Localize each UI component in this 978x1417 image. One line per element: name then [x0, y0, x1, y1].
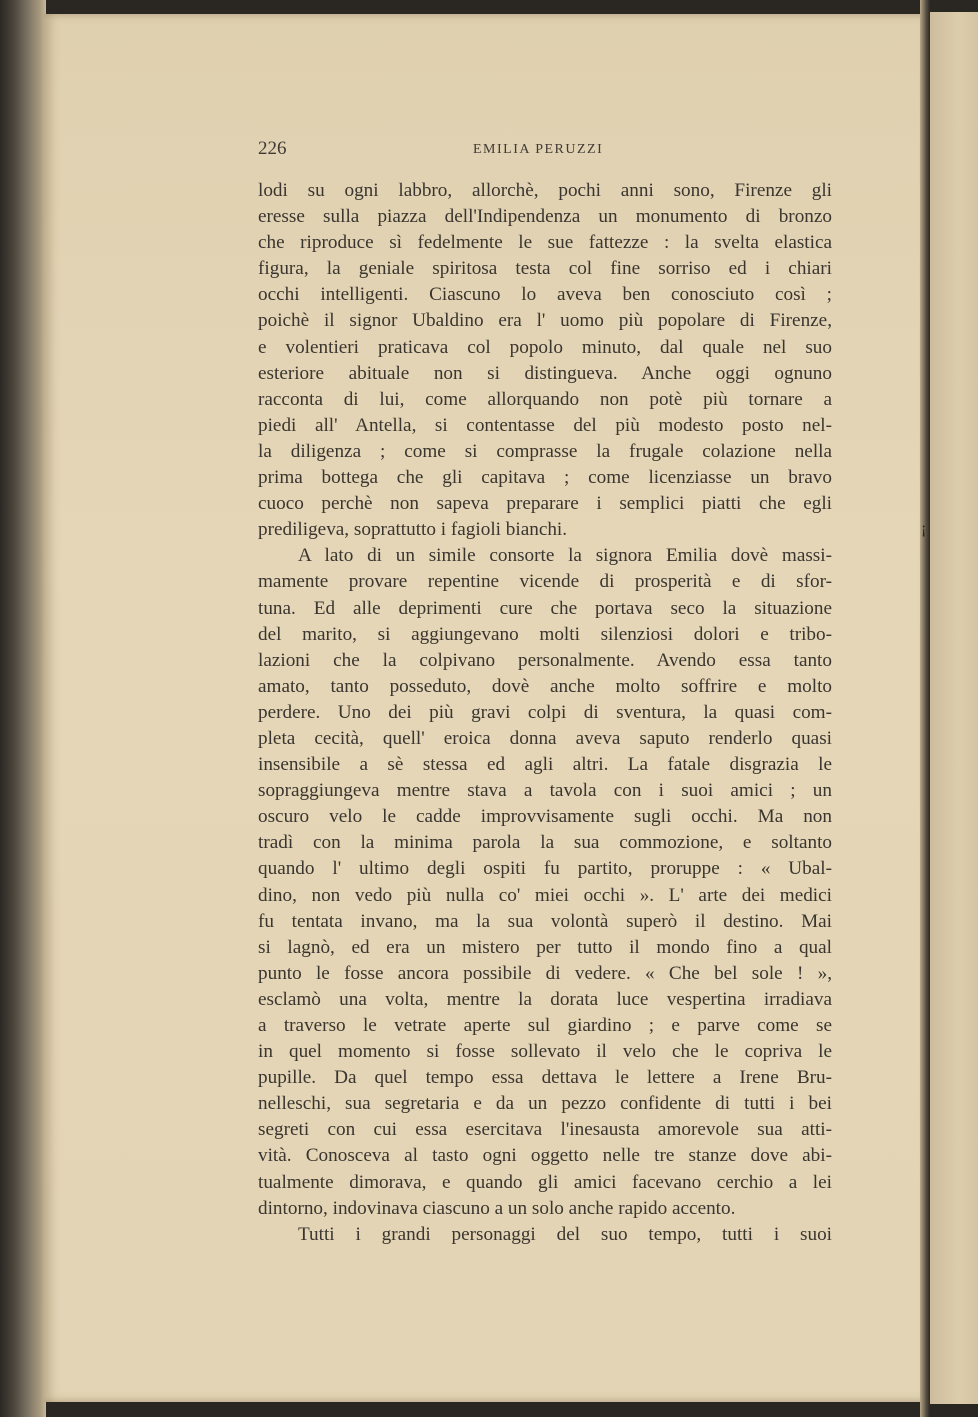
- text-line: perdere. Uno dei più gravi colpi di sventura, la quasi com-: [258, 701, 832, 723]
- text-line: tuna. Ed alle deprimenti cure che portava seco la situazione: [258, 597, 832, 619]
- text-line: dintorno, indovinava ciascuno a un solo anche rapido accento.: [258, 1197, 736, 1219]
- text-line: racconta di lui, come allorquando non potè più tornare a: [258, 388, 832, 410]
- text-line: si lagnò, ed era un mistero per tutto il mondo fino a qual: [258, 936, 832, 958]
- text-line: eresse sulla piazza dell'Indipendenza un monumento di bronzo: [258, 206, 832, 228]
- text-line: sopraggiungeva mentre stava a tavola con i suoi amici ; un: [258, 780, 832, 802]
- book-gutter: [920, 0, 930, 1417]
- text-line: quando l' ultimo degli ospiti fu partito, proruppe : « Ubal-: [258, 858, 832, 880]
- text-line: poichè il signor Ubaldino era l' uomo più popolare di Firenze,: [258, 310, 832, 332]
- text-line: segreti con cui essa esercitava l'inesausta amorevole sua atti-: [258, 1119, 832, 1141]
- text-line: oscuro velo le cadde improvvisamente sugli occhi. Ma non: [258, 806, 832, 828]
- text-line: del marito, si aggiungevano molti silenziosi dolori e tribo-: [258, 623, 832, 645]
- text-line: vità. Conosceva al tasto ogni oggetto nelle tre stanze dove abi-: [258, 1145, 832, 1167]
- page-header: [258, 138, 832, 164]
- text-line: in quel momento si fosse sollevato il velo che le copriva le: [258, 1041, 832, 1063]
- text-line: a traverso le vetrate aperte sul giardino ; e parve come se: [258, 1015, 832, 1036]
- text-line: tualmente dimorava, e quando gli amici facevano cerchio a lei: [258, 1171, 832, 1193]
- text-line: occhi intelligenti. Ciascuno lo aveva ben conosciuto così ;: [258, 284, 832, 306]
- margin-mark: ¡: [921, 520, 927, 537]
- running-title: EMILIA PERUZZI: [473, 142, 604, 157]
- text-line: piedi all' Antella, si contentasse del più modesto posto nel-: [258, 414, 832, 436]
- text-line: mamente provare repentine vicende di prosperità e di sfor-: [258, 571, 832, 593]
- text-line: esclamò una volta, mentre la dorata luce vespertina irradiava: [258, 988, 832, 1010]
- text-line: lodi su ogni labbro, allorchè, pochi anni sono, Firenze gli: [258, 180, 832, 201]
- text-line: esteriore abituale non si distingueva. Anche oggi ognuno: [258, 362, 832, 384]
- text-line: amato, tanto posseduto, dovè anche molto soffrire e molto: [258, 675, 832, 697]
- text-line: prediligeva, soprattutto i fagioli bianchi.: [258, 519, 568, 541]
- text-line: Tutti i grandi personaggi del suo tempo, tutti i suoi: [298, 1223, 832, 1245]
- text-line: punto le fosse ancora possibile di vedere. « Che bel sole ! »,: [258, 962, 832, 984]
- book-edge: [0, 0, 46, 1417]
- text-line: figura, la geniale spiritosa testa col fine sorriso ed i chiari: [258, 258, 832, 280]
- text-line: la diligenza ; come si comprasse la frugale colazione nella: [258, 440, 832, 462]
- text-line: e volentieri praticava col popolo minuto, dal quale nel suo: [258, 336, 832, 358]
- text-line: insensibile a sè stessa ed agli altri. La fatale disgrazia le: [258, 754, 832, 776]
- body-text: [258, 178, 832, 1248]
- text-line: pupille. Da quel tempo essa dettava le lettere a Irene Bru-: [258, 1067, 832, 1089]
- text-line: cuoco perchè non sapeva preparare i semplici piatti che egli: [258, 493, 832, 515]
- text-line: tradì con la minima parola la sua commozione, e soltanto: [258, 832, 832, 854]
- page-number: 226: [258, 138, 287, 159]
- text-line: fu tentata invano, ma la sua volontà superò il destino. Mai: [258, 910, 832, 932]
- text-line: nelleschi, sua segretaria e da un pezzo confidente di tutti i bei: [258, 1093, 832, 1115]
- text-line: lazioni che la colpivano personalmente. Avendo essa tanto: [258, 649, 832, 671]
- text-line: A lato di un simile consorte la signora Emilia dovè massi-: [298, 545, 832, 567]
- text-line: che riproduce sì fedelmente le sue fattezze : la svelta elastica: [258, 232, 832, 254]
- facing-page-edge: [930, 12, 978, 1404]
- text-line: dino, non vedo più nulla co' miei occhi ». L' arte dei medici: [258, 884, 832, 906]
- text-line: pleta cecità, quell' eroica donna aveva saputo renderlo quasi: [258, 727, 832, 749]
- text-line: prima bottega che gli capitava ; come licenziasse un bravo: [258, 467, 832, 489]
